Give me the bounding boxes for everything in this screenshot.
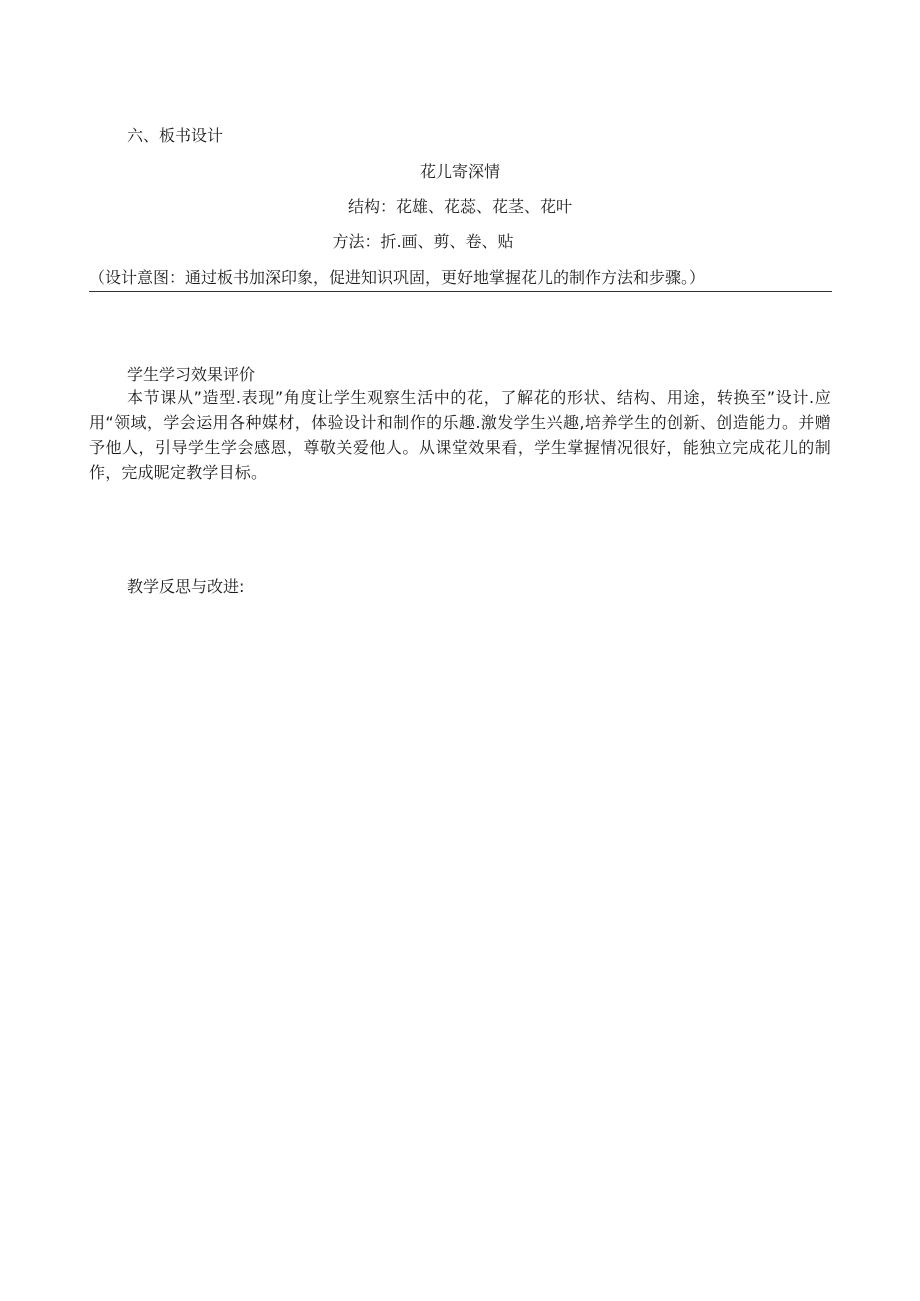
board-title: 花儿寄深情 bbox=[419, 162, 500, 181]
horizontal-divider bbox=[89, 291, 832, 292]
board-design-heading: 六、板书设计 bbox=[127, 126, 224, 145]
board-structure-line: 结构：花雄、花蕊、花茎、花叶 bbox=[347, 197, 572, 216]
evaluation-paragraph: 本节课从”造型.表现”角度让学生观察生活中的花，了解花的形状、结构、用途，转换至”设计.应用“领域，学会运用各种媒材，体验设计和制作的乐趣.激发学生兴趣,培养学生的创新、创造能力。并赠予他人，引导学生学会感恩，尊敬关爱他人。从课堂效果看，学生掌握情况很好，能独立完成花儿的制作，完成昵定教学目标。 bbox=[89, 388, 831, 482]
board-method-line: 方法：折.画、剪、卷、贴 bbox=[332, 232, 514, 251]
reflection-heading: 教学反思与改进: bbox=[127, 577, 245, 596]
design-intent-note: （设计意图：通过板书加深印象，促进知识巩固，更好地掌握花儿的制作方法和步骤。） bbox=[89, 268, 706, 287]
evaluation-heading: 学生学习效果评价 bbox=[127, 365, 256, 384]
